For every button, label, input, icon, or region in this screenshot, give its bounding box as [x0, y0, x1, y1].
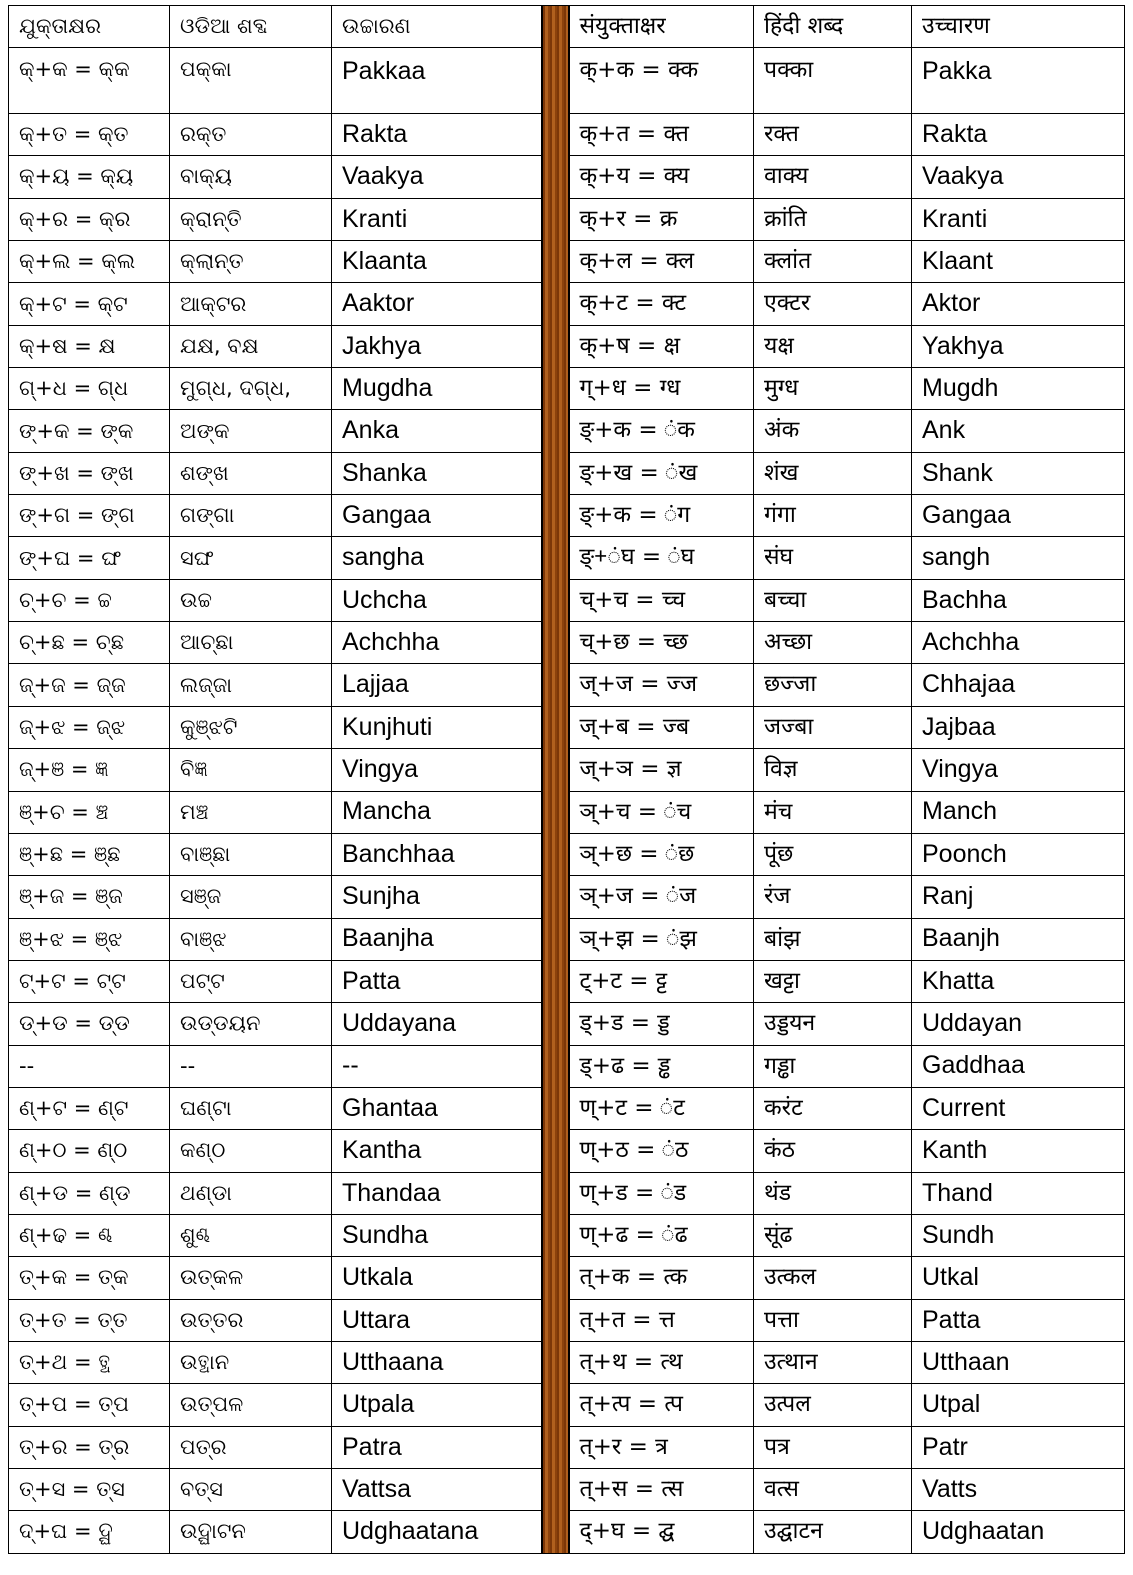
- odia-conjunct-cell: ଦ୍+ଘ = ଦ୍ଘ: [9, 1511, 170, 1553]
- hindi-word-cell: वत्स: [754, 1469, 912, 1511]
- odia-conjunct-cell: ତ୍+ତ = ତ୍ତ: [9, 1299, 170, 1341]
- odia-conjunct-cell: ଙ୍+ଖ = ଙ୍ଖ: [9, 452, 170, 494]
- hindi-word-cell: अच्छा: [754, 622, 912, 664]
- odia-conjunct-cell: ଞ୍+ଚ = ଞ୍ଚ: [9, 791, 170, 833]
- odia-pronunciation-cell: Anka: [332, 410, 542, 452]
- hindi-word-cell: उत्पल: [754, 1384, 912, 1426]
- odia-conjunct-cell: ଚ୍+ଚ = ଚ୍ଚ: [9, 579, 170, 621]
- odia-conjunct-cell: କ୍+ର = କ୍ର: [9, 198, 170, 240]
- odia-conjunct-cell: ତ୍+ଥ = ତ୍ଥ: [9, 1341, 170, 1383]
- hindi-word-cell: कंठ: [754, 1130, 912, 1172]
- odia-pronunciation-cell: Rakta: [332, 114, 542, 156]
- odia-word-cell: ଲଜ୍ଜା: [170, 664, 332, 706]
- odia-conjunct-cell: ଣ୍+ଠ = ଣ୍ଠ: [9, 1130, 170, 1172]
- odia-pronunciation-cell: Mancha: [332, 791, 542, 833]
- odia-word-cell: ବାଞ୍ଝ: [170, 918, 332, 960]
- odia-pronunciation-cell: Baanjha: [332, 918, 542, 960]
- hindi-word-cell: खट्टा: [754, 960, 912, 1002]
- odia-conjunct-cell: ଞ୍+ଝ = ଞ୍ଝ: [9, 918, 170, 960]
- hindi-word-cell: यक्ष: [754, 325, 912, 367]
- hindi-pronunciation-cell: Bachha: [912, 579, 1125, 621]
- hindi-pronunciation-cell: Gaddhaa: [912, 1045, 1125, 1087]
- hindi-word-cell: विज्ञ: [754, 749, 912, 791]
- hindi-word-cell: छज्जा: [754, 664, 912, 706]
- hindi-pronunciation-cell: Pakka: [912, 48, 1125, 114]
- odia-word-cell: ଘଣ୍ଟା: [170, 1087, 332, 1129]
- odia-pronunciation-cell: Patta: [332, 960, 542, 1002]
- hindi-pronunciation-cell: Vingya: [912, 749, 1125, 791]
- header-hindi-conjunct: संयुक्ताक्षर: [569, 6, 754, 48]
- odia-word-cell: ମୁଗ୍ଧ, ଦଗ୍ଧ,: [170, 368, 332, 410]
- hindi-pronunciation-cell: Kanth: [912, 1130, 1125, 1172]
- odia-word-cell: ଆଚ୍ଛା: [170, 622, 332, 664]
- hindi-word-cell: पत्र: [754, 1426, 912, 1468]
- hindi-conjunct-cell: ग्+ध = ग्ध: [569, 368, 754, 410]
- hindi-pronunciation-cell: sangh: [912, 537, 1125, 579]
- odia-conjunct-cell: ତ୍+ପ = ତ୍ପ: [9, 1384, 170, 1426]
- hindi-conjunct-cell: ङ्+क = ंग: [569, 495, 754, 537]
- odia-conjunct-cell: ଙ୍+ଘ = ଙ୍ଘ: [9, 537, 170, 579]
- hindi-word-cell: क्लांत: [754, 241, 912, 283]
- hindi-word-cell: रक्त: [754, 114, 912, 156]
- odia-word-cell: --: [170, 1045, 332, 1087]
- hindi-conjunct-cell: ण्+ढ = ंढ: [569, 1214, 754, 1256]
- hindi-pronunciation-cell: Chhajaa: [912, 664, 1125, 706]
- odia-word-cell: ବିଜ୍ଞ: [170, 749, 332, 791]
- odia-pronunciation-cell: Achchha: [332, 622, 542, 664]
- odia-word-cell: ସଞ୍ଜ: [170, 876, 332, 918]
- odia-conjunct-cell: ତ୍+ସ = ତ୍ସ: [9, 1469, 170, 1511]
- hindi-word-cell: क्रांति: [754, 198, 912, 240]
- hindi-word-cell: उत्कल: [754, 1257, 912, 1299]
- odia-pronunciation-cell: Aaktor: [332, 283, 542, 325]
- odia-word-cell: ଯକ୍ଷ, ବକ୍ଷ: [170, 325, 332, 367]
- hindi-word-cell: वाक्य: [754, 156, 912, 198]
- hindi-conjunct-cell: त्+क = त्क: [569, 1257, 754, 1299]
- hindi-conjunct-cell: ञ्+च = ंच: [569, 791, 754, 833]
- hindi-pronunciation-cell: Uddayan: [912, 1003, 1125, 1045]
- hindi-conjunct-cell: ङ्+ंघ = ंघ: [569, 537, 754, 579]
- header-odia-conjunct: ଯୁକ୍ତାକ୍ଷର: [9, 6, 170, 48]
- header-odia-pronunciation: ଉଚ୍ଚାରଣ: [332, 6, 542, 48]
- hindi-conjunct-cell: क्+त = क्त: [569, 114, 754, 156]
- odia-word-cell: ଅଙ୍କ: [170, 410, 332, 452]
- odia-conjunct-cell: ଙ୍+ଗ = ଙ୍ଗ: [9, 495, 170, 537]
- odia-pronunciation-cell: Sunjha: [332, 876, 542, 918]
- hindi-word-cell: शंख: [754, 452, 912, 494]
- header-hindi-word: हिंदी शब्द: [754, 6, 912, 48]
- odia-word-cell: ଉତ୍କଳ: [170, 1257, 332, 1299]
- odia-conjunct-cell: ଚ୍+ଛ = ଚ୍ଛ: [9, 622, 170, 664]
- hindi-word-cell: अंक: [754, 410, 912, 452]
- odia-conjunct-cell: ତ୍+କ = ତ୍କ: [9, 1257, 170, 1299]
- hindi-pronunciation-cell: Utthaan: [912, 1341, 1125, 1383]
- hindi-conjunct-cell: ण्+ठ = ंठ: [569, 1130, 754, 1172]
- hindi-pronunciation-cell: Yakhya: [912, 325, 1125, 367]
- odia-word-cell: ଥଣ୍ଡା: [170, 1172, 332, 1214]
- hindi-conjunct-cell: क्+ट = क्ट: [569, 283, 754, 325]
- hindi-word-cell: संघ: [754, 537, 912, 579]
- hindi-conjunct-cell: क्+य = क्य: [569, 156, 754, 198]
- hindi-pronunciation-cell: Shank: [912, 452, 1125, 494]
- odia-pronunciation-cell: Kranti: [332, 198, 542, 240]
- hindi-pronunciation-cell: Utpal: [912, 1384, 1125, 1426]
- odia-word-cell: କ୍ଲାନ୍ତ: [170, 241, 332, 283]
- hindi-conjunct-cell: ज्+ज = ज्ज: [569, 664, 754, 706]
- hindi-pronunciation-cell: Ank: [912, 410, 1125, 452]
- hindi-conjunct-cell: क्+ल = क्ल: [569, 241, 754, 283]
- hindi-conjunct-cell: ण्+ड = ंड: [569, 1172, 754, 1214]
- header-hindi-pronunciation: उच्चारण: [912, 6, 1125, 48]
- hindi-word-cell: मंच: [754, 791, 912, 833]
- odia-word-cell: ବାଞ୍ଛା: [170, 833, 332, 875]
- hindi-word-cell: गंगा: [754, 495, 912, 537]
- odia-pronunciation-cell: Vingya: [332, 749, 542, 791]
- hindi-word-cell: मुग्ध: [754, 368, 912, 410]
- odia-pronunciation-cell: Ghantaa: [332, 1087, 542, 1129]
- hindi-word-cell: करंट: [754, 1087, 912, 1129]
- odia-pronunciation-cell: Vattsa: [332, 1469, 542, 1511]
- hindi-pronunciation-cell: Poonch: [912, 833, 1125, 875]
- odia-conjunct-cell: କ୍+କ = କ୍କ: [9, 48, 170, 114]
- odia-conjunct-cell: ଣ୍+ଡ = ଣ୍ଡ: [9, 1172, 170, 1214]
- odia-word-cell: ପଟ୍ଟ: [170, 960, 332, 1002]
- odia-pronunciation-cell: Utkala: [332, 1257, 542, 1299]
- odia-conjunct-cell: ଣ୍+ଢ = ଣ୍ଢ: [9, 1214, 170, 1256]
- odia-pronunciation-cell: --: [332, 1045, 542, 1087]
- odia-conjunct-cell: ଗ୍+ଧ = ଗ୍ଧ: [9, 368, 170, 410]
- odia-pronunciation-cell: Pakkaa: [332, 48, 542, 114]
- hindi-word-cell: पक्का: [754, 48, 912, 114]
- odia-word-cell: ଉଡ୍ଡୟନ: [170, 1003, 332, 1045]
- odia-word-cell: କ୍ରାନ୍ତି: [170, 198, 332, 240]
- odia-word-cell: ଶୁଣ୍ଢ: [170, 1214, 332, 1256]
- odia-word-cell: ବାକ୍ୟ: [170, 156, 332, 198]
- hindi-conjunct-cell: ड्+ड = ड्ड: [569, 1003, 754, 1045]
- odia-pronunciation-cell: Banchhaa: [332, 833, 542, 875]
- hindi-conjunct-cell: ङ्+क = ंक: [569, 410, 754, 452]
- odia-pronunciation-cell: Gangaa: [332, 495, 542, 537]
- hindi-pronunciation-cell: Rakta: [912, 114, 1125, 156]
- odia-conjunct-cell: କ୍+ଲ = କ୍ଲ: [9, 241, 170, 283]
- conjunct-table-container: [8, 5, 1124, 1570]
- hindi-pronunciation-cell: Current: [912, 1087, 1125, 1129]
- odia-pronunciation-cell: Klaanta: [332, 241, 542, 283]
- odia-word-cell: ଆକ୍ଟର: [170, 283, 332, 325]
- hindi-word-cell: गड्ढा: [754, 1045, 912, 1087]
- odia-pronunciation-cell: Lajjaa: [332, 664, 542, 706]
- odia-word-cell: ସଙ୍ଘ: [170, 537, 332, 579]
- odia-conjunct-cell: ଜ୍+ଝ = ଜ୍ଝ: [9, 706, 170, 748]
- hindi-pronunciation-cell: Utkal: [912, 1257, 1125, 1299]
- hindi-conjunct-cell: च्+च = च्च: [569, 579, 754, 621]
- hindi-pronunciation-cell: Ranj: [912, 876, 1125, 918]
- odia-pronunciation-cell: Thandaa: [332, 1172, 542, 1214]
- odia-pronunciation-cell: Kunjhuti: [332, 706, 542, 748]
- hindi-word-cell: पूंछ: [754, 833, 912, 875]
- odia-conjunct-cell: କ୍+ଟ = କ୍ଟ: [9, 283, 170, 325]
- odia-conjunct-cell: ଙ୍+କ = ଙ୍କ: [9, 410, 170, 452]
- odia-conjunct-cell: ତ୍+ର = ତ୍ର: [9, 1426, 170, 1468]
- hindi-conjunct-cell: ज्+ञ = ज्ञ: [569, 749, 754, 791]
- odia-word-cell: ପତ୍ର: [170, 1426, 332, 1468]
- hindi-word-cell: बच्चा: [754, 579, 912, 621]
- odia-pronunciation-cell: Uttara: [332, 1299, 542, 1341]
- wood-divider: [542, 6, 569, 1554]
- odia-word-cell: ଉତ୍ପଳ: [170, 1384, 332, 1426]
- hindi-conjunct-cell: ट्+ट = ट्ट: [569, 960, 754, 1002]
- hindi-pronunciation-cell: Manch: [912, 791, 1125, 833]
- odia-conjunct-cell: କ୍+ୟ = କ୍ୟ: [9, 156, 170, 198]
- odia-conjunct-cell: ଜ୍+ଜ = ଜ୍ଜ: [9, 664, 170, 706]
- odia-word-cell: ଉତ୍ତର: [170, 1299, 332, 1341]
- hindi-conjunct-cell: त्+र = त्र: [569, 1426, 754, 1468]
- odia-pronunciation-cell: Jakhya: [332, 325, 542, 367]
- hindi-word-cell: उद्घाटन: [754, 1511, 912, 1553]
- odia-word-cell: ରକ୍ତ: [170, 114, 332, 156]
- hindi-conjunct-cell: ञ्+छ = ंछ: [569, 833, 754, 875]
- odia-conjunct-cell: ଜ୍+ଞ = ଜ୍ଞ: [9, 749, 170, 791]
- hindi-pronunciation-cell: Vatts: [912, 1469, 1125, 1511]
- hindi-word-cell: सूंढ: [754, 1214, 912, 1256]
- hindi-pronunciation-cell: Achchha: [912, 622, 1125, 664]
- hindi-conjunct-cell: ज्+ब = ज्ब: [569, 706, 754, 748]
- odia-conjunct-cell: ଡ୍+ଡ = ଡ୍ଡ: [9, 1003, 170, 1045]
- odia-word-cell: ଉଚ୍ଚ: [170, 579, 332, 621]
- hindi-pronunciation-cell: Patta: [912, 1299, 1125, 1341]
- hindi-pronunciation-cell: Aktor: [912, 283, 1125, 325]
- hindi-word-cell: एक्टर: [754, 283, 912, 325]
- odia-conjunct-cell: କ୍+ଷ = କ୍ଷ: [9, 325, 170, 367]
- odia-conjunct-cell: ଞ୍+ଛ = ଞ୍ଛ: [9, 833, 170, 875]
- odia-conjunct-cell: --: [9, 1045, 170, 1087]
- hindi-pronunciation-cell: Mugdh: [912, 368, 1125, 410]
- odia-pronunciation-cell: Vaakya: [332, 156, 542, 198]
- hindi-conjunct-cell: त्+स = त्स: [569, 1469, 754, 1511]
- odia-word-cell: ବତ୍ସ: [170, 1469, 332, 1511]
- hindi-pronunciation-cell: Vaakya: [912, 156, 1125, 198]
- odia-word-cell: ଉଦ୍ଘାଟନ: [170, 1511, 332, 1553]
- odia-pronunciation-cell: Kantha: [332, 1130, 542, 1172]
- hindi-word-cell: रंज: [754, 876, 912, 918]
- odia-pronunciation-cell: Uchcha: [332, 579, 542, 621]
- odia-word-cell: ପକ୍କା: [170, 48, 332, 114]
- hindi-conjunct-cell: त्+थ = त्थ: [569, 1341, 754, 1383]
- odia-pronunciation-cell: sangha: [332, 537, 542, 579]
- conjunct-letters-table: [8, 5, 1125, 1554]
- odia-pronunciation-cell: Mugdha: [332, 368, 542, 410]
- odia-word-cell: କୁଞ୍ଝଟି: [170, 706, 332, 748]
- hindi-conjunct-cell: क्+क = क्क: [569, 48, 754, 114]
- hindi-pronunciation-cell: Baanjh: [912, 918, 1125, 960]
- hindi-conjunct-cell: ड्+ढ = ड्ढ: [569, 1045, 754, 1087]
- odia-word-cell: ଉତ୍ଥାନ: [170, 1341, 332, 1383]
- hindi-conjunct-cell: त्+त = त्त: [569, 1299, 754, 1341]
- hindi-pronunciation-cell: Khatta: [912, 960, 1125, 1002]
- hindi-pronunciation-cell: Gangaa: [912, 495, 1125, 537]
- hindi-word-cell: उत्थान: [754, 1341, 912, 1383]
- table-body: [9, 6, 1125, 1554]
- hindi-conjunct-cell: ञ्+ज = ंज: [569, 876, 754, 918]
- hindi-conjunct-cell: ङ्+ख = ंख: [569, 452, 754, 494]
- odia-conjunct-cell: ଣ୍+ଟ = ଣ୍ଟ: [9, 1087, 170, 1129]
- odia-pronunciation-cell: Utthaana: [332, 1341, 542, 1383]
- hindi-pronunciation-cell: Kranti: [912, 198, 1125, 240]
- hindi-pronunciation-cell: Klaant: [912, 241, 1125, 283]
- hindi-word-cell: जज्बा: [754, 706, 912, 748]
- odia-word-cell: ଶଙ୍ଖ: [170, 452, 332, 494]
- hindi-conjunct-cell: क्+ष = क्ष: [569, 325, 754, 367]
- odia-pronunciation-cell: Shanka: [332, 452, 542, 494]
- odia-word-cell: ମଞ୍ଚ: [170, 791, 332, 833]
- odia-word-cell: ଗଙ୍ଗା: [170, 495, 332, 537]
- hindi-conjunct-cell: क्+र = क्र: [569, 198, 754, 240]
- hindi-pronunciation-cell: Thand: [912, 1172, 1125, 1214]
- header-odia-word: ଓଡିଆ ଶବ୍ଦ: [170, 6, 332, 48]
- hindi-conjunct-cell: त्+त्प = त्प: [569, 1384, 754, 1426]
- odia-pronunciation-cell: Sundha: [332, 1214, 542, 1256]
- hindi-conjunct-cell: ञ्+झ = ंझ: [569, 918, 754, 960]
- hindi-word-cell: पत्ता: [754, 1299, 912, 1341]
- hindi-conjunct-cell: ण्+ट = ंट: [569, 1087, 754, 1129]
- odia-pronunciation-cell: Udghaatana: [332, 1511, 542, 1553]
- hindi-pronunciation-cell: Jajbaa: [912, 706, 1125, 748]
- odia-conjunct-cell: କ୍+ତ = କ୍ତ: [9, 114, 170, 156]
- odia-pronunciation-cell: Uddayana: [332, 1003, 542, 1045]
- hindi-word-cell: उड्डयन: [754, 1003, 912, 1045]
- hindi-word-cell: थंड: [754, 1172, 912, 1214]
- odia-word-cell: କଣ୍ଠ: [170, 1130, 332, 1172]
- odia-conjunct-cell: ଟ୍+ଟ = ଟ୍ଟ: [9, 960, 170, 1002]
- hindi-pronunciation-cell: Sundh: [912, 1214, 1125, 1256]
- hindi-conjunct-cell: द्+घ = द्घ: [569, 1511, 754, 1553]
- header-row: [9, 6, 1125, 48]
- hindi-pronunciation-cell: Udghaatan: [912, 1511, 1125, 1553]
- odia-conjunct-cell: ଞ୍+ଜ = ଞ୍ଜ: [9, 876, 170, 918]
- hindi-word-cell: बांझ: [754, 918, 912, 960]
- hindi-pronunciation-cell: Patr: [912, 1426, 1125, 1468]
- odia-pronunciation-cell: Utpala: [332, 1384, 542, 1426]
- odia-pronunciation-cell: Patra: [332, 1426, 542, 1468]
- hindi-conjunct-cell: च्+छ = च्छ: [569, 622, 754, 664]
